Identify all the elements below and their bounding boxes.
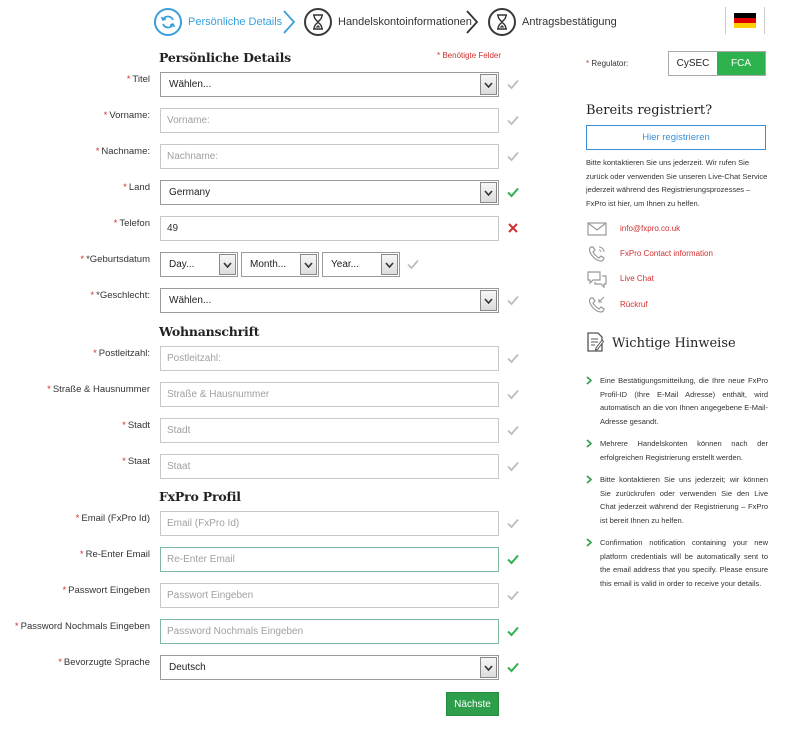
chevron-down-icon[interactable] [300,254,317,275]
checkmark-icon [506,423,520,437]
label-firstname: Vorname: [109,110,150,121]
country-select[interactable]: Germany [160,180,499,205]
label-password: Passwort Eingeben [68,585,150,596]
row-lastname: * Nachname: Nachname: [0,144,530,169]
register-here-button[interactable]: Hier registrieren [586,125,766,150]
label-gender: *Geschlecht: [96,290,150,301]
street-input[interactable] [160,382,499,407]
section-title-address: Wohnanschrift [159,324,260,339]
step-label: Antragsbestätigung [522,16,617,28]
email-input[interactable] [160,511,499,536]
birth-month-select[interactable]: Month... [241,252,319,277]
label-email-confirm: Re-Enter Email [85,549,150,560]
contact-email[interactable] [586,219,766,239]
regulator-option-cysec[interactable]: CySEC [669,52,717,75]
german-flag-icon [734,13,756,28]
checkmark-icon [506,293,520,307]
label-email: Email (FxPro Id) [81,513,150,524]
chevron-down-icon[interactable] [480,182,497,203]
row-email: * Email (FxPro Id) Email (FxPro Id) [0,511,530,536]
row-language: * Bevorzugte Sprache Deutsch [0,655,530,680]
checkmark-icon [406,257,420,271]
chevron-right-icon [586,439,593,448]
important-notes-title: Wichtige Hinweise [612,336,736,351]
row-city: * Stadt Stadt [0,418,530,443]
checkmark-icon [506,588,520,602]
phone-icon [586,244,608,264]
regulator-toggle [668,51,766,76]
phone-input[interactable] [160,216,499,241]
language-flag-selector[interactable] [725,7,765,34]
contact-chat[interactable] [586,269,766,289]
section-title-profile: FxPro Profil [159,489,241,504]
row-birthdate: * *Geburtsdatum Day... Month... Year... [0,252,530,277]
label-password-confirm: Password Nochmals Eingeben [20,621,150,632]
row-password: * Passwort Eingeben [0,583,530,608]
callback-icon [586,295,608,315]
checkmark-valid-icon [506,624,520,638]
city-input[interactable] [160,418,499,443]
row-gender: * *Geschlecht: Wählen... [0,288,530,313]
checkmark-icon [506,149,520,163]
password-confirm-input[interactable] [160,619,499,644]
contact-email-link[interactable]: info@fxpro.co.uk [620,224,681,233]
chevron-right-icon [586,475,593,484]
next-button[interactable]: Nächste [446,692,499,716]
label-state: Staat [127,456,150,467]
chevron-down-icon[interactable] [219,254,236,275]
birth-day-select[interactable]: Day... [160,252,238,277]
chevron-right-icon [586,538,593,547]
checkmark-icon [506,113,520,127]
row-firstname: * Vorname: Vorname: [0,108,530,133]
error-cross-icon [506,221,520,235]
row-state: * Staat Staat [0,454,530,479]
label-lastname: Nachname: [101,146,150,157]
envelope-icon [586,219,608,239]
live-chat-link[interactable]: Live Chat [620,274,654,283]
row-zip: * Postleitzahl: Postleitzahl: [0,346,530,371]
gender-select[interactable]: Wählen... [160,288,499,313]
lastname-input[interactable] [160,144,499,169]
label-phone: Telefon [119,218,150,229]
zip-input[interactable] [160,346,499,371]
chevron-right-icon [586,376,593,385]
label-city: Stadt [127,420,150,431]
title-select[interactable]: Wählen... [160,72,499,97]
row-email-confirm: * Re-Enter Email Re-Enter Email [0,547,530,572]
regulator-label: * Regulator: [586,59,629,68]
firstname-input[interactable] [160,108,499,133]
chevron-down-icon[interactable] [480,290,497,311]
checkmark-valid-icon [506,552,520,566]
contact-info-text: Bitte kontaktieren Sie uns jederzeit. Wir rufen Sie zurück oder verwenden Sie unseren Live-Chat Service jederzeit während des Registrierungsprozesses – FxPro ist hier, um Ihnen zu helfen. [586,158,768,208]
chevron-down-icon[interactable] [480,74,497,95]
checkmark-icon [506,459,520,473]
document-pencil-icon [586,331,604,353]
step-label: Persönliche Details [188,16,283,28]
state-input[interactable] [160,454,499,479]
label-birthdate: *Geburtsdatum [86,254,150,265]
chevron-down-icon[interactable] [480,657,497,678]
birth-year-select[interactable]: Year... [322,252,400,277]
label-street: Straße & Hausnummer [52,384,150,395]
checkmark-icon [506,387,520,401]
row-password-confirm: * Password Nochmals Eingeben [0,619,530,644]
row-title: * Titel Wählen... [0,72,530,97]
row-phone: * Telefon 49 [0,216,530,241]
row-street: * Straße & Hausnummer Straße & Hausnummer [0,382,530,407]
list-item: Confirmation notification containing your new platform credentials will be automatically sent to the email address that you specify. Please ensure this email is valid in order to receive your details. [586,536,768,590]
checkmark-valid-icon [506,660,520,674]
checkmark-icon [506,77,520,91]
label-title: Titel [132,74,150,85]
section-title-personal: Persönliche Details [159,50,291,65]
contact-callback[interactable] [586,295,766,315]
checkmark-valid-icon [506,185,520,199]
password-input[interactable] [160,583,499,608]
important-notes-list [586,374,768,590]
step-label: Handelskontoinformationen [338,16,472,28]
list-item: Bitte kontaktieren Sie uns jederzeit; wir können Sie zurückrufen oder verwenden Sie den Live Chat jederzeit während der Registrierung – FxPro ist bereit Ihnen zu helfen. [586,473,768,527]
checkmark-icon [506,516,520,530]
contact-info-link[interactable]: FxPro Contact information [620,249,713,258]
regulator-option-fca[interactable]: FCA [717,52,765,75]
list-item: Eine Bestätigungsmitteilung, die Ihre neue FxPro Profil-ID (Ihre E-Mail Adresse) enthält, wird automatisch an die von Ihnen angegebene E-Mail-Adresse gesandt. [586,374,768,428]
callback-link[interactable]: Rückruf [620,300,648,309]
label-country: Land [128,182,150,193]
chat-icon [586,269,608,289]
contact-phone[interactable] [586,244,766,264]
required-fields-note: * Benötigte Felder [437,51,502,60]
list-item: Mehrere Handelskonten können nach der erfolgreichen Registrierung erstellt werden. [586,437,768,464]
checkmark-icon [506,351,520,365]
label-language: Bevorzugte Sprache [63,657,150,668]
already-registered-title: Bereits registriert? [586,103,713,118]
chevron-down-icon[interactable] [381,254,398,275]
row-country: * Land Germany [0,180,530,205]
email-confirm-input[interactable] [160,547,499,572]
language-select[interactable]: Deutsch [160,655,499,680]
label-zip: Postleitzahl: [98,348,150,359]
